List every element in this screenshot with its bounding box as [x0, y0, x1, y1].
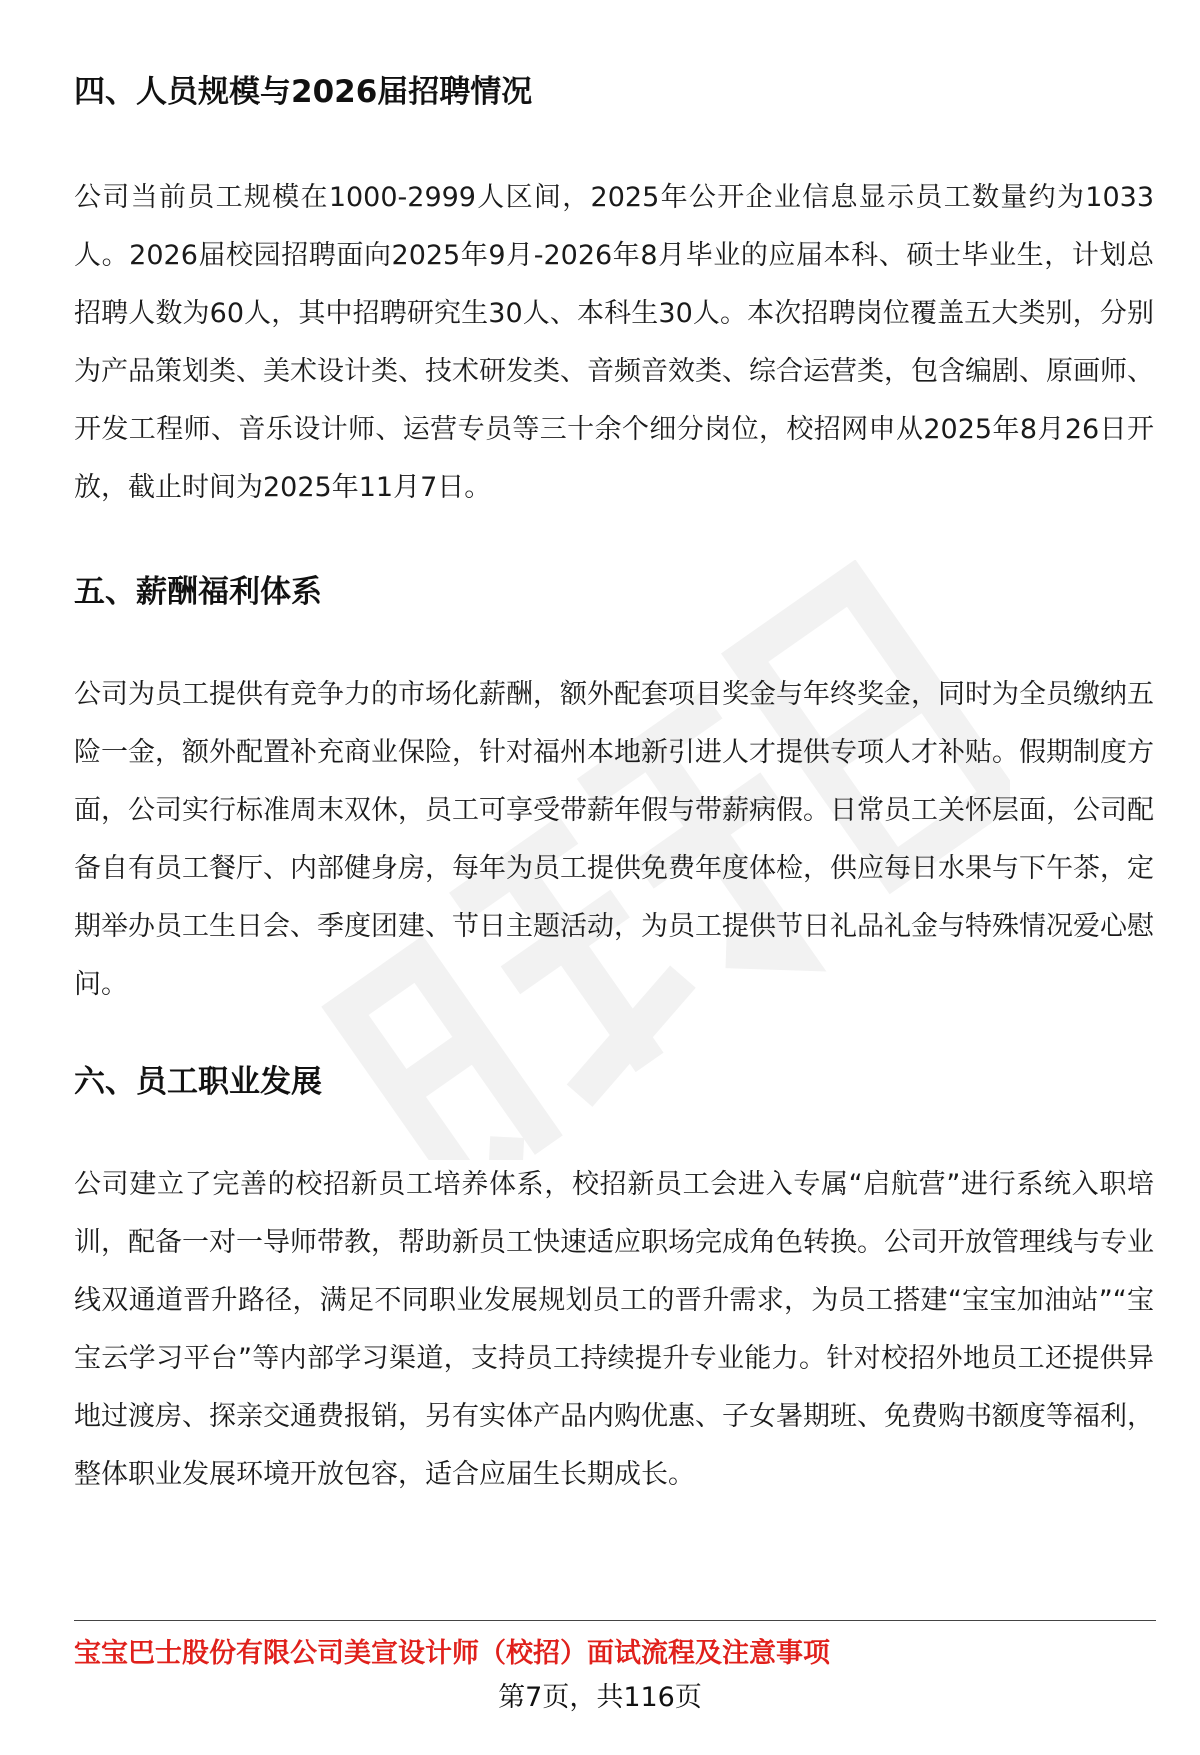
footer-document-title: 宝宝巴士股份有限公司美宣设计师（校招）面试流程及注意事项 — [74, 1638, 830, 1669]
section-body-career-development: 公司建立了完善的校招新员工培养体系，校招新员工会进入专属“启航营”进行系统入职培训，配备一对一导师带教，帮助新员工快速适应职场完成角色转换。公司开放管理线与专业线双通道晋升路径，满足不同职业发展规划员工的晋升需求，为员工搭建“宝宝加油站”“宝宝云学习平台”等内部学习渠道，支持员工持续提升专业能力。针对校招外地员工还提供异地过渡房、探亲交通费报销，另有实体产品内购优惠、子女暑期班、免费购书额度等福利，整体职业发展环境开放包容，适合应届生长期成长。 — [74, 1169, 1154, 1490]
page-number: 第7页，共116页 — [498, 1682, 702, 1713]
section-body-compensation-benefits: 公司为员工提供有竞争力的市场化薪酬，额外配套项目奖金与年终奖金，同时为全员缴纳五险一金，额外配置补充商业保险，针对福州本地新引进人才提供专项人才补贴。假期制度方面，公司实行标准周末双休，员工可享受带薪年假与带薪病假。日常员工关怀层面，公司配备自有员工餐厅、内部健身房，每年为员工提供免费年度体检，供应每日水果与下午茶，定期举办员工生日会、季度团建、节日主题活动，为员工提供节日礼品礼金与特殊情况爱心慰问。 — [74, 679, 1154, 1000]
section-body-staff-recruitment: 公司当前员工规模在1000-2999人区间，2025年公开企业信息显示员工数量约为1033人。2026届校园招聘面向2025年9月-2026年8月毕业的应届本科、硕士毕业生，计划总招聘人数为60人，其中招聘研究生30人、本科生30人。本次招聘岗位覆盖五大类别，分别为产品策划类、美术设计类、技术研发类、音频音效类、综合运营类，包含编剧、原画师、开发工程师、音乐设计师、运营专员等三十余个细分岗位，校招网申从2025年8月26日开放，截止时间为2025年11月7日。 — [74, 182, 1154, 503]
section-heading-staff-recruitment: 四、人员规模与2026届招聘情况 — [74, 74, 533, 110]
section-heading-compensation-benefits: 五、薪酬福利体系 — [74, 574, 322, 610]
section-heading-career-development: 六、员工职业发展 — [74, 1064, 322, 1100]
footer-divider — [74, 1620, 1156, 1621]
